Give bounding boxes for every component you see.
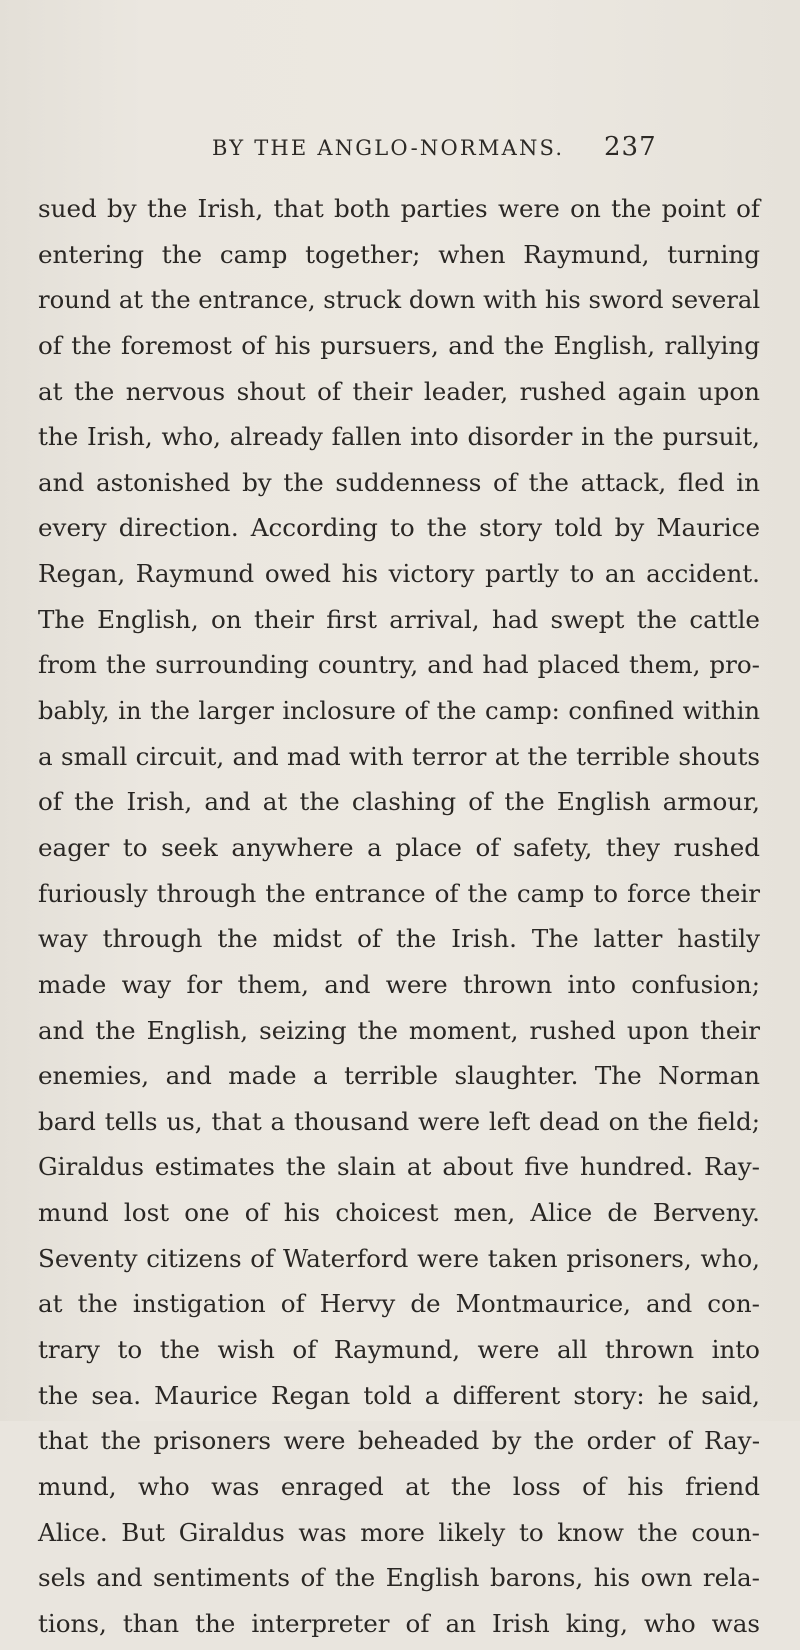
text-line: at the nervous shout of their leader, rushed again upon [38,376,760,406]
text-line: of the Irish, and at the clashing of the English armour, [38,787,760,817]
text-line: Seventy citizens of Waterford were taken prisoners, who, [38,1243,760,1273]
text-line: The English, on their first arrival, had swept the cattle [38,604,760,634]
text-line: and astonished by the suddenness of the attack, fled in [38,467,760,497]
text-line: made way for them, and were thrown into confusion; [38,969,760,999]
text-line: Regan, Raymund owed his victory partly to an accident. [38,559,760,589]
text-line: tions, than the interpreter of an Irish king, who was [38,1608,760,1638]
body-text [38,189,760,1650]
page-number: 237 [604,132,657,162]
text-line: Alice. But Giraldus was more likely to know the coun- [38,1517,760,1547]
text-line: a small circuit, and mad with terror at the terrible shouts [38,741,760,771]
text-line: mund lost one of his choicest men, Alice de Berveny. [38,1198,760,1228]
text-line: the sea. Maurice Regan told a different story: he said, [38,1380,760,1410]
text-line: enemies, and made a terrible slaughter. The Norman [38,1061,760,1091]
text-line: way through the midst of the Irish. The latter hastily [38,924,760,954]
text-line: trary to the wish of Raymund, were all thrown into [38,1335,760,1365]
text-line: Giraldus estimates the slain at about five hundred. Ray- [38,1152,760,1182]
text-line: every direction. According to the story told by Maurice [38,513,760,543]
text-line: from the surrounding country, and had placed them, pro- [38,650,760,680]
text-line: bard tells us, that a thousand were left dead on the field; [38,1106,760,1136]
text-line: round at the entrance, struck down with his sword several [38,285,761,315]
text-line: bably, in the larger inclosure of the camp: confined within [38,696,760,726]
text-line: the Irish, who, already fallen into disorder in the pursuit, [38,422,760,452]
text-line: at the instigation of Hervy de Montmaurice, and con- [38,1289,760,1319]
running-head-title: BY THE ANGLO-NORMANS. [212,136,565,160]
text-line: eager to seek anywhere a place of safety, they rushed [38,832,760,862]
text-line: that the prisoners were beheaded by the order of Ray- [38,1426,760,1456]
text-line: of the foremost of his pursuers, and the English, rallying [38,330,760,360]
text-line: and the English, seizing the moment, rushed upon their [38,1015,760,1045]
text-line: entering the camp together; when Raymund, turning [38,239,760,269]
text-line: furiously through the entrance of the camp to force their [38,878,760,908]
text-line: mund, who was enraged at the loss of his friend [38,1471,760,1501]
text-line: sels and sentiments of the English barons, his own rela- [38,1563,760,1593]
text-line: sued by the Irish, that both parties were on the point of [38,194,760,223]
running-head [0,132,800,176]
